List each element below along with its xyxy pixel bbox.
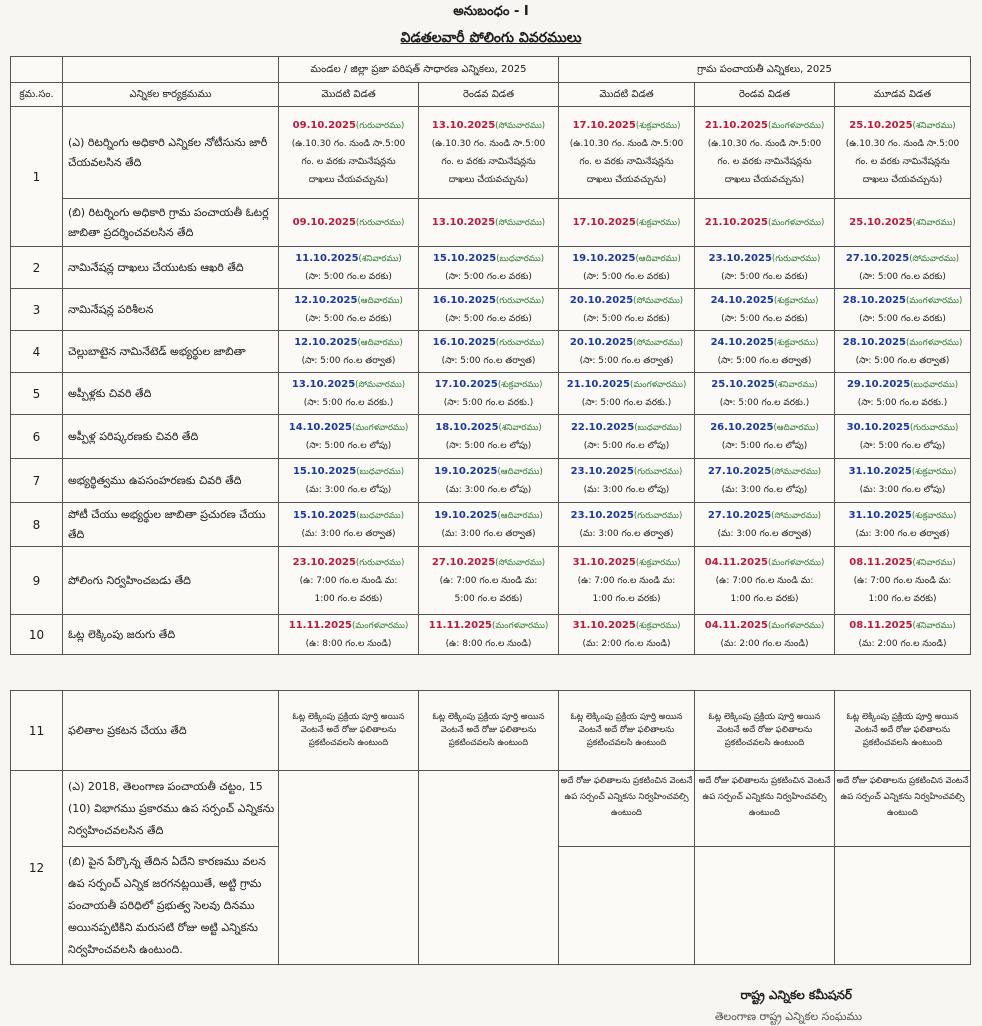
time-note: (సా: 5:00 గం.ల లోపు) bbox=[445, 440, 532, 451]
date-value: 13.10.2025 bbox=[431, 119, 496, 131]
time-note: (ఉ: 8:00 గం.ల నుండి) bbox=[305, 638, 392, 649]
weekday-label: (గురువారము) bbox=[355, 217, 405, 228]
time-note: (ఉ.10.30 గం. నుండి సా.5:00 bbox=[291, 138, 406, 149]
schedule-cell bbox=[695, 415, 835, 459]
table-row bbox=[11, 199, 971, 247]
schedule-cell bbox=[559, 459, 695, 503]
col-phase: రెండవ విడత bbox=[695, 83, 835, 107]
schedule-cell bbox=[695, 247, 835, 289]
date-value: 21.10.2025 bbox=[704, 216, 768, 228]
time-note: దాఖలు చేయవచ్చును) bbox=[308, 174, 389, 185]
date-value: 16.10.2025 bbox=[432, 336, 496, 348]
weekday-label: (మంగళవారము) bbox=[352, 422, 409, 433]
time-note: (మ: 2:00 గం.ల నుండి) bbox=[858, 638, 947, 649]
schedule-cell bbox=[419, 247, 559, 289]
weekday-label: (శుక్రవారము) bbox=[911, 510, 957, 521]
blank-corner-2 bbox=[63, 57, 279, 83]
time-note: గం. ల వరకు నామినేషన్లను bbox=[855, 156, 950, 167]
row-description: (ఎ) 2018, తెలంగాణ పంచాయతీ చట్టం, 15 (10) విభాగము ప్రకారము ఉప సర్పంచ్ ఎన్నికను నిర్వహించవలసిన తేది bbox=[63, 771, 279, 847]
row-description: అప్పీళ్లకు చివరి తేది bbox=[63, 373, 279, 415]
time-note: దాఖలు చేయవచ్చును) bbox=[862, 174, 943, 185]
weekday-label: (సోమవారము) bbox=[355, 379, 406, 390]
date-value: 04.11.2025 bbox=[704, 556, 768, 568]
date-value: 08.11.2025 bbox=[849, 619, 913, 631]
table-row bbox=[11, 771, 971, 847]
time-note: (మ: 3:00 గం.ల తర్వాత) bbox=[441, 528, 536, 539]
weekday-label: (గురువారము) bbox=[909, 422, 959, 433]
schedule-cell bbox=[695, 615, 835, 655]
table-row bbox=[11, 459, 971, 503]
date-value: 16.10.2025 bbox=[432, 294, 496, 306]
time-note: (సా: 5:00 గం.ల తర్వాత) bbox=[855, 355, 950, 366]
time-note: (సా: 5:00 గం.ల వరకు.) bbox=[857, 397, 948, 408]
weekday-label: (ఆదివారము) bbox=[773, 422, 819, 433]
weekday-label: (గురువారము) bbox=[633, 510, 683, 521]
date-value: 27.10.2025 bbox=[707, 465, 772, 477]
time-note: 5:00 గం.ల వరకు) bbox=[454, 593, 523, 604]
schedule-cell bbox=[559, 247, 695, 289]
date-value: 28.10.2025 bbox=[842, 336, 906, 348]
deputy-note: అదే రోజు ఫలితాలను ప్రకటించిన వెంటనే ఉప సర్పంచ్ ఎన్నికను నిర్వహించవల్సి ఉంటుంది bbox=[695, 771, 835, 847]
time-note: (సా: 5:00 గం.ల వరకు) bbox=[305, 313, 392, 324]
results-table bbox=[10, 690, 971, 965]
table-row bbox=[11, 247, 971, 289]
schedule-cell bbox=[419, 415, 559, 459]
weekday-label: (బుధవారము) bbox=[356, 466, 405, 477]
result-note: ఓట్ల లెక్కింపు ప్రక్రియ పూర్తి అయిన వెంటనే అదే రోజు ఫలితాలను ప్రకటించవలసి ఉంటుంది bbox=[559, 691, 695, 771]
schedule-cell bbox=[559, 373, 695, 415]
table-row bbox=[11, 331, 971, 373]
schedule-cell bbox=[835, 199, 971, 247]
date-value: 17.10.2025 bbox=[434, 378, 498, 390]
weekday-label: (శుక్రవారము) bbox=[635, 557, 681, 568]
date-value: 23.10.2025 bbox=[708, 252, 772, 264]
table-row bbox=[11, 503, 971, 547]
schedule-cell bbox=[559, 199, 695, 247]
schedule-cell bbox=[695, 199, 835, 247]
row-description: అప్పీళ్ల పరిష్కరణకు చివరి తేది bbox=[63, 415, 279, 459]
time-note: (ఉ.10.30 గం. నుండి సా.5:00 bbox=[431, 138, 546, 149]
schedule-cell bbox=[835, 107, 971, 199]
schedule-cell bbox=[695, 459, 835, 503]
date-value: 23.10.2025 bbox=[292, 556, 356, 568]
date-value: 17.10.2025 bbox=[572, 216, 636, 228]
col-phase: మొదటి విడత bbox=[559, 83, 695, 107]
weekday-label: (సోమవారము) bbox=[909, 253, 960, 264]
table-row bbox=[11, 691, 971, 771]
schedule-cell bbox=[419, 547, 559, 615]
date-value: 30.10.2025 bbox=[846, 421, 910, 433]
time-note: (ఉ.10.30 గం. నుండి సా.5:00 bbox=[845, 138, 960, 149]
weekday-label: (మంగళవారము) bbox=[492, 620, 549, 631]
row-number: 7 bbox=[11, 459, 63, 503]
date-value: 21.10.2025 bbox=[566, 378, 630, 390]
time-note: (సా: 5:00 గం.ల వరకు.) bbox=[581, 397, 672, 408]
time-note: (ఉ.10.30 గం. నుండి సా.5:00 bbox=[707, 138, 822, 149]
time-note: (సా: 5:00 గం.ల లోపు) bbox=[583, 440, 670, 451]
time-note: 1:00 గం.ల వరకు) bbox=[730, 593, 799, 604]
empty-cell bbox=[419, 771, 559, 965]
time-note: (మ: 3:00 గం.ల లోపు) bbox=[721, 484, 808, 495]
time-note: (ఉ: 7:00 గం.ల నుండి మ: bbox=[577, 575, 676, 586]
date-value: 19.10.2025 bbox=[434, 465, 498, 477]
date-value: 24.10.2025 bbox=[710, 294, 774, 306]
date-value: 29.10.2025 bbox=[846, 378, 911, 390]
schedule-cell bbox=[835, 373, 971, 415]
weekday-label: (శుక్రవారము) bbox=[635, 217, 681, 228]
row-description: అభ్యర్థిత్వము ఉపసంహరణకు చివరి తేది bbox=[63, 459, 279, 503]
date-value: 15.10.2025 bbox=[432, 252, 497, 264]
time-note: (సా: 5:00 గం.ల వరకు) bbox=[445, 271, 532, 282]
table-row bbox=[11, 615, 971, 655]
col-phase: మూడవ విడత bbox=[835, 83, 971, 107]
schedule-cell bbox=[835, 331, 971, 373]
weekday-label: (ఆదివారము) bbox=[497, 510, 543, 521]
weekday-label: (సోమవారము) bbox=[495, 217, 546, 228]
time-note: గం. ల వరకు నామినేషన్లను bbox=[717, 156, 812, 167]
time-note: (మ: 3:00 గం.ల తర్వాత) bbox=[301, 528, 396, 539]
row-number: 3 bbox=[11, 289, 63, 331]
row-number: 1 bbox=[11, 107, 63, 247]
date-value: 11.11.2025 bbox=[428, 619, 492, 631]
time-note: (మ: 3:00 గం.ల లోపు) bbox=[445, 484, 532, 495]
time-note: (సా: 5:00 గం.ల తర్వాత) bbox=[717, 355, 812, 366]
weekday-label: (బుధవారము) bbox=[910, 379, 959, 390]
time-note: (మ: 3:00 గం.ల లోపు) bbox=[305, 484, 392, 495]
time-note: (సా: 5:00 గం.ల తర్వాత) bbox=[441, 355, 536, 366]
date-value: 18.10.2025 bbox=[435, 421, 499, 433]
date-value: 09.10.2025 bbox=[292, 119, 356, 131]
schedule-cell bbox=[279, 503, 419, 547]
time-note: (సా: 5:00 గం.ల వరకు) bbox=[859, 313, 946, 324]
time-note: (మ: 3:00 గం.ల లోపు) bbox=[583, 484, 670, 495]
date-value: 14.10.2025 bbox=[288, 421, 352, 433]
time-note: (సా: 5:00 గం.ల వరకు) bbox=[859, 271, 946, 282]
result-note: ఓట్ల లెక్కింపు ప్రక్రియ పూర్తి అయిన వెంటనే అదే రోజు ఫలితాలను ప్రకటించవలసి ఉంటుంది bbox=[695, 691, 835, 771]
time-note: (సా: 5:00 గం.ల వరకు.) bbox=[719, 397, 810, 408]
date-value: 19.10.2025 bbox=[434, 509, 498, 521]
row-number: 11 bbox=[11, 691, 63, 771]
schedule-cell bbox=[559, 331, 695, 373]
time-note: (సా: 5:00 గం.ల వరకు) bbox=[583, 313, 670, 324]
table-row bbox=[11, 547, 971, 615]
group-mptc: మండల / జిల్లా ప్రజా పరిషత్ సాధారణ ఎన్నికలు, 2025 bbox=[279, 57, 559, 83]
date-value: 09.10.2025 bbox=[292, 216, 356, 228]
schedule-cell bbox=[279, 289, 419, 331]
col-programme: ఎన్నికల కార్యక్రమము bbox=[63, 83, 279, 107]
weekday-label: (మంగళవారము) bbox=[768, 217, 825, 228]
row-description: చెల్లుబాటైన నామినేటెడ్ అభ్యర్థుల జాబితా bbox=[63, 331, 279, 373]
schedule-cell bbox=[279, 459, 419, 503]
time-note: (ఉ: 7:00 గం.ల నుండి మ: bbox=[439, 575, 538, 586]
row-number: 12 bbox=[11, 771, 63, 965]
time-note: గం. ల వరకు నామినేషన్లను bbox=[579, 156, 674, 167]
row-description: నామినేషన్ల దాఖలు చేయుటకు ఆఖరి తేది bbox=[63, 247, 279, 289]
weekday-label: (బుధవారము) bbox=[496, 253, 545, 264]
schedule-cell bbox=[419, 331, 559, 373]
schedule-cell bbox=[279, 199, 419, 247]
date-value: 19.10.2025 bbox=[572, 252, 636, 264]
table-row bbox=[11, 373, 971, 415]
schedule-cell bbox=[419, 503, 559, 547]
time-note: (మ: 2:00 గం.ల నుండి) bbox=[720, 638, 809, 649]
schedule-cell bbox=[835, 615, 971, 655]
schedule-cell bbox=[695, 373, 835, 415]
time-note: (సా: 5:00 గం.ల వరకు) bbox=[721, 271, 808, 282]
row-description: (బి) పైన పేర్కొన్న తేదిన ఏదేని కారణము వలన ఉప సర్పంచ్ ఎన్నిక జరగనట్లయితే, అట్టి గ్రామ పంచాయతీ పరిధిలో ప్రభుత్వ సెలవు దినము అయినప్పటికిని మరుసటి రోజు అట్టి ఎన్నికను నిర్వహించవలసి ఉంటుంది. bbox=[63, 847, 279, 965]
schedule-cell bbox=[279, 107, 419, 199]
date-value: 27.10.2025 bbox=[431, 556, 496, 568]
schedule-cell bbox=[835, 415, 971, 459]
time-note: 1:00 గం.ల వరకు) bbox=[868, 593, 937, 604]
weekday-label: (శుక్రవారము) bbox=[911, 466, 957, 477]
row-number: 4 bbox=[11, 331, 63, 373]
weekday-label: (శుక్రవారము) bbox=[497, 379, 543, 390]
schedule-cell bbox=[419, 289, 559, 331]
weekday-label: (సోమవారము) bbox=[771, 466, 822, 477]
date-value: 20.10.2025 bbox=[569, 294, 634, 306]
row-description: ఫలితాల ప్రకటన చేయు తేది bbox=[63, 691, 279, 771]
signature-subtitle: తెలంగాణ రాష్ట్ర ఎన్నికల సంఘము bbox=[714, 1010, 862, 1023]
row-description: (బి) రిటర్నింగు అధికారి గ్రామ పంచాయతీ ఓటర్ల జాబితా ప్రదర్శించవలసిన తేది bbox=[63, 199, 279, 247]
empty-cell bbox=[559, 847, 695, 965]
schedule-cell bbox=[279, 373, 419, 415]
blank-corner bbox=[11, 57, 63, 83]
schedule-cell bbox=[419, 615, 559, 655]
table-row bbox=[11, 415, 971, 459]
date-value: 17.10.2025 bbox=[572, 119, 636, 131]
row-number: 2 bbox=[11, 247, 63, 289]
weekday-label: (ఆదివారము) bbox=[635, 253, 681, 264]
weekday-label: (మంగళవారము) bbox=[768, 557, 825, 568]
schedule-cell bbox=[835, 503, 971, 547]
weekday-label: (మంగళవారము) bbox=[352, 620, 409, 631]
row-description: పోటీ చేయు అభ్యర్థుల జాబితా ప్రచురణ చేయు తేది bbox=[63, 503, 279, 547]
table-row bbox=[11, 289, 971, 331]
schedule-cell bbox=[419, 107, 559, 199]
date-value: 11.11.2025 bbox=[288, 619, 352, 631]
date-value: 28.10.2025 bbox=[842, 294, 906, 306]
time-note: (సా: 5:00 గం.ల తర్వాత) bbox=[579, 355, 674, 366]
schedule-cell bbox=[835, 247, 971, 289]
schedule-cell bbox=[559, 289, 695, 331]
weekday-label: (మంగళవారము) bbox=[906, 337, 963, 348]
date-value: 25.10.2025 bbox=[849, 216, 913, 228]
schedule-cell bbox=[695, 289, 835, 331]
time-note: (సా: 5:00 గం.ల వరకు.) bbox=[443, 397, 534, 408]
schedule-cell bbox=[835, 547, 971, 615]
result-note: ఓట్ల లెక్కింపు ప్రక్రియ పూర్తి అయిన వెంటనే అదే రోజు ఫలితాలను ప్రకటించవలసి ఉంటుంది bbox=[279, 691, 419, 771]
weekday-label: (సోమవారము) bbox=[495, 120, 546, 131]
weekday-label: (గురువారము) bbox=[355, 557, 405, 568]
date-value: 04.11.2025 bbox=[704, 619, 768, 631]
weekday-label: (మంగళవారము) bbox=[768, 120, 825, 131]
col-phase: రెండవ విడత bbox=[419, 83, 559, 107]
schedule-cell bbox=[419, 459, 559, 503]
time-note: దాఖలు చేయవచ్చును) bbox=[724, 174, 805, 185]
weekday-label: (మంగళవారము) bbox=[906, 295, 963, 306]
row-number: 5 bbox=[11, 373, 63, 415]
weekday-label: (శనివారము) bbox=[912, 620, 956, 631]
schedule-table bbox=[10, 56, 971, 655]
row-description: ఓట్ల లెక్కింపు జరుగు తేది bbox=[63, 615, 279, 655]
schedule-cell bbox=[695, 503, 835, 547]
date-value: 27.10.2025 bbox=[707, 509, 772, 521]
deputy-note: అదే రోజు ఫలితాలను ప్రకటించిన వెంటనే ఉప సర్పంచ్ ఎన్నికను నిర్వహించవల్సి ఉంటుంది bbox=[559, 771, 695, 847]
time-note: (సా: 5:00 గం.ల వరకు) bbox=[445, 313, 532, 324]
time-note: (సా: 5:00 గం.ల తర్వాత) bbox=[301, 355, 396, 366]
weekday-label: (సోమవారము) bbox=[633, 337, 684, 348]
weekday-label: (శుక్రవారము) bbox=[773, 295, 819, 306]
weekday-label: (గురువారము) bbox=[771, 253, 821, 264]
weekday-label: (శుక్రవారము) bbox=[635, 120, 681, 131]
empty-cell bbox=[835, 847, 971, 965]
weekday-label: (ఆదివారము) bbox=[357, 295, 403, 306]
schedule-cell bbox=[559, 503, 695, 547]
time-note: 1:00 గం.ల వరకు) bbox=[314, 593, 383, 604]
date-value: 23.10.2025 bbox=[570, 509, 634, 521]
schedule-cell bbox=[279, 547, 419, 615]
time-note: 1:00 గం.ల వరకు) bbox=[592, 593, 661, 604]
weekday-label: (శనివారము) bbox=[912, 217, 956, 228]
row-number: 6 bbox=[11, 415, 63, 459]
date-value: 13.10.2025 bbox=[431, 216, 496, 228]
weekday-label: (గురువారము) bbox=[633, 466, 683, 477]
weekday-label: (సోమవారము) bbox=[771, 510, 822, 521]
time-note: దాఖలు చేయవచ్చును) bbox=[586, 174, 667, 185]
schedule-cell bbox=[279, 615, 419, 655]
signature-title: రాష్ట్ర ఎన్నికల కమీషనర్ bbox=[740, 988, 852, 1002]
schedule-cell bbox=[695, 331, 835, 373]
schedule-cell bbox=[559, 107, 695, 199]
time-note: (సా: 5:00 గం.ల లోపు) bbox=[721, 440, 808, 451]
date-value: 11.10.2025 bbox=[295, 252, 359, 264]
row-description: పోలింగు నిర్వహించబడు తేది bbox=[63, 547, 279, 615]
annexure-label: అనుబంధం - I bbox=[453, 4, 529, 19]
weekday-label: (శనివారము) bbox=[358, 253, 402, 264]
date-value: 31.10.2025 bbox=[572, 556, 636, 568]
date-value: 12.10.2025 bbox=[294, 336, 358, 348]
row-number: 9 bbox=[11, 547, 63, 615]
date-value: 21.10.2025 bbox=[704, 119, 768, 131]
time-note: (సా: 5:00 గం.ల వరకు) bbox=[305, 271, 392, 282]
weekday-label: (సోమవారము) bbox=[495, 557, 546, 568]
deputy-note: అదే రోజు ఫలితాలను ప్రకటించిన వెంటనే ఉప సర్పంచ్ ఎన్నికను నిర్వహించవల్సి ఉంటుంది bbox=[835, 771, 971, 847]
weekday-label: (గురువారము) bbox=[495, 337, 545, 348]
time-note: (మ: 3:00 గం.ల తర్వాత) bbox=[717, 528, 812, 539]
time-note: (సా: 5:00 గం.ల వరకు) bbox=[721, 313, 808, 324]
time-note: (సా: 5:00 గం.ల లోపు) bbox=[305, 440, 392, 451]
time-note: గం. ల వరకు నామినేషన్లను bbox=[301, 156, 396, 167]
time-note: దాఖలు చేయవచ్చును) bbox=[448, 174, 529, 185]
date-value: 23.10.2025 bbox=[570, 465, 634, 477]
time-note: (ఉ: 7:00 గం.ల నుండి మ: bbox=[715, 575, 814, 586]
weekday-label: (శనివారము) bbox=[774, 379, 818, 390]
date-value: 08.11.2025 bbox=[849, 556, 913, 568]
weekday-label: (గురువారము) bbox=[355, 120, 405, 131]
row-description: నామినేషన్ల పరిశీలన bbox=[63, 289, 279, 331]
schedule-cell bbox=[835, 459, 971, 503]
weekday-label: (శనివారము) bbox=[912, 557, 956, 568]
row-number: 10 bbox=[11, 615, 63, 655]
empty-cell bbox=[695, 847, 835, 965]
date-value: 22.10.2025 bbox=[570, 421, 635, 433]
weekday-label: (మంగళవారము) bbox=[768, 620, 825, 631]
empty-cell bbox=[279, 771, 419, 965]
date-value: 31.10.2025 bbox=[848, 465, 912, 477]
time-note: (సా: 5:00 గం.ల వరకు.) bbox=[303, 397, 394, 408]
weekday-label: (శనివారము) bbox=[498, 422, 542, 433]
date-value: 20.10.2025 bbox=[569, 336, 634, 348]
col-phase: మొదటి విడత bbox=[279, 83, 419, 107]
date-value: 13.10.2025 bbox=[291, 378, 356, 390]
page-title: విడతలవారీ పోలింగు వివరములు bbox=[400, 30, 582, 46]
schedule-cell bbox=[835, 289, 971, 331]
weekday-label: (సోమవారము) bbox=[633, 295, 684, 306]
weekday-label: (గురువారము) bbox=[495, 295, 545, 306]
time-note: గం. ల వరకు నామినేషన్లను bbox=[441, 156, 536, 167]
schedule-cell bbox=[419, 199, 559, 247]
schedule-cell bbox=[695, 547, 835, 615]
time-note: (మ: 3:00 గం.ల తర్వాత) bbox=[855, 528, 950, 539]
time-note: (ఉ: 7:00 గం.ల నుండి మ: bbox=[853, 575, 952, 586]
col-sno: క్రమ.సం. bbox=[11, 83, 63, 107]
weekday-label: (శుక్రవారము) bbox=[635, 620, 681, 631]
schedule-cell bbox=[559, 547, 695, 615]
schedule-cell bbox=[559, 415, 695, 459]
schedule-cell bbox=[279, 415, 419, 459]
date-value: 25.10.2025 bbox=[711, 378, 775, 390]
date-value: 27.10.2025 bbox=[845, 252, 910, 264]
time-note: (సా: 5:00 గం.ల వరకు) bbox=[583, 271, 670, 282]
row-number: 8 bbox=[11, 503, 63, 547]
date-value: 15.10.2025 bbox=[292, 465, 357, 477]
result-note: ఓట్ల లెక్కింపు ప్రక్రియ పూర్తి అయిన వెంటనే అదే రోజు ఫలితాలను ప్రకటించవలసి ఉంటుంది bbox=[419, 691, 559, 771]
time-note: (ఉ: 7:00 గం.ల నుండి మ: bbox=[299, 575, 398, 586]
weekday-label: (శనివారము) bbox=[912, 120, 956, 131]
schedule-cell bbox=[559, 615, 695, 655]
date-value: 15.10.2025 bbox=[292, 509, 357, 521]
weekday-label: (బుధవారము) bbox=[634, 422, 683, 433]
row-description: (ఎ) రిటర్నింగు అధికారి ఎన్నికల నోటీసును జారీ చేయవలసిన తేది bbox=[63, 107, 279, 199]
weekday-label: (ఆదివారము) bbox=[497, 466, 543, 477]
date-value: 31.10.2025 bbox=[572, 619, 636, 631]
time-note: (ఉ: 8:00 గం.ల నుండి) bbox=[445, 638, 532, 649]
time-note: (సా: 5:00 గం.ల లోపు) bbox=[859, 440, 946, 451]
table-row bbox=[11, 107, 971, 199]
weekday-label: (శుక్రవారము) bbox=[773, 337, 819, 348]
time-note: (ఉ.10.30 గం. నుండి సా.5:00 bbox=[569, 138, 684, 149]
result-note: ఓట్ల లెక్కింపు ప్రక్రియ పూర్తి అయిన వెంటనే అదే రోజు ఫలితాలను ప్రకటించవలసి ఉంటుంది bbox=[835, 691, 971, 771]
weekday-label: (మంగళవారము) bbox=[630, 379, 687, 390]
time-note: (మ: 3:00 గం.ల తర్వాత) bbox=[579, 528, 674, 539]
date-value: 26.10.2025 bbox=[710, 421, 774, 433]
time-note: (మ: 2:00 గం.ల నుండి) bbox=[582, 638, 671, 649]
schedule-cell bbox=[279, 247, 419, 289]
schedule-cell bbox=[419, 373, 559, 415]
date-value: 25.10.2025 bbox=[849, 119, 913, 131]
group-gp: గ్రామ పంచాయతీ ఎన్నికలు, 2025 bbox=[559, 57, 971, 83]
weekday-label: (బుధవారము) bbox=[356, 510, 405, 521]
date-value: 24.10.2025 bbox=[710, 336, 774, 348]
time-note: (మ: 3:00 గం.ల లోపు) bbox=[859, 484, 946, 495]
schedule-cell bbox=[279, 331, 419, 373]
date-value: 31.10.2025 bbox=[848, 509, 912, 521]
schedule-cell bbox=[695, 107, 835, 199]
weekday-label: (ఆదివారము) bbox=[357, 337, 403, 348]
date-value: 12.10.2025 bbox=[294, 294, 358, 306]
